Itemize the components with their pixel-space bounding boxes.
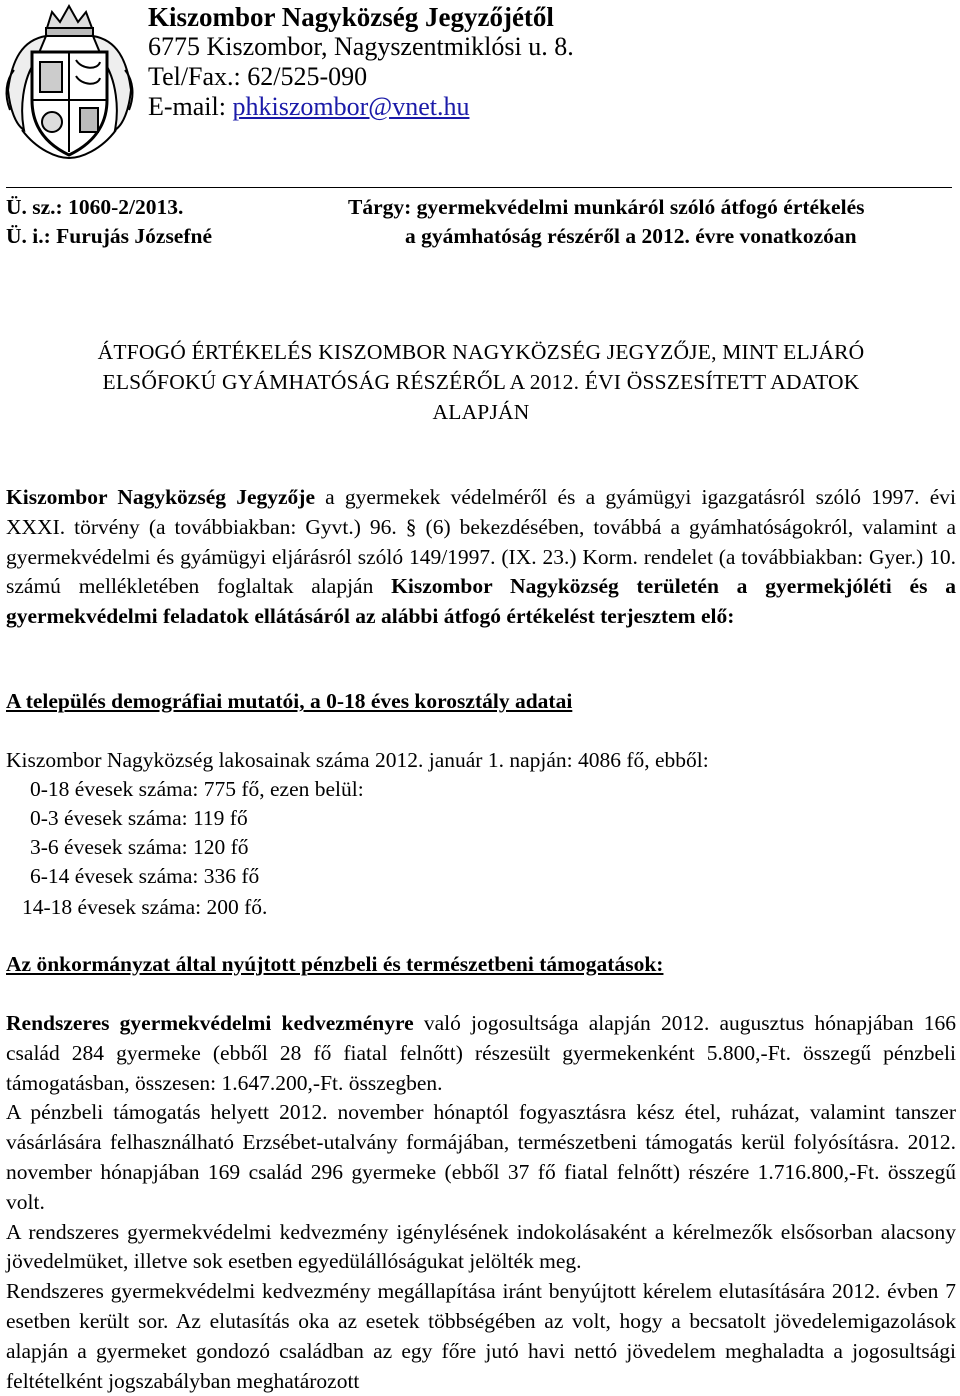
intro-bold-tail: Kiszombor Nagyközség területén a gyermekjóléti és a gyermekvédelmi feladatok ellátásáról az alábbi átfogó értékelést terjesztem elő: [6,574,957,629]
heading-line-1: ÁTFOGÓ ÉRTÉKELÉS KISZOMBOR NAGYKÖZSÉG JEGYZŐJE, MINT ELJÁRÓ [97,340,865,364]
age-group-0-3: 0-3 évesek száma: 119 fő [30,806,248,830]
heading-line-2: ELSŐFOKÚ GYÁMHATÓSÁG RÉSZÉRŐL A 2012. ÉVI ÖSSZESÍTETT ADATOK [102,370,860,394]
reference-handler: Ü. i.: Furujás Józsefné [6,224,213,248]
letterhead [148,2,574,122]
support-paragraph-2: A pénzbeli támogatás helyett 2012. november hónaptól fogyasztásra kész étel, ruházat, valamint tanszer vásárlására felhasználható Erzsébet-utalvány formájában, természetbeni támogatás kerül folyósításra. 2012. november hónapjában 169 család 296 gyermeke (ebből 37 fő fiatal felnőtt) részére 1.716.800,-Ft. összegű volt. [6,1100,956,1214]
office-telfax: Tel/Fax.: 62/525-090 [148,62,368,91]
support-body [6,1009,956,1396]
document-heading [6,337,956,427]
support-p1-text: való jogosultsága alapján 2012. augusztus hónapjában 166 család 284 gyermeke (ebből 28 fő fiatal felnőtt) részesült gyermekenként 5.800,-Ft. összegű pénzbeli támogatásban, összesen: 1.647.200,-Ft. összegben. [6,1011,956,1095]
coat-of-arms-icon [2,0,137,160]
population-line: Kiszombor Nagyközség lakosainak száma 2012. január 1. napján: 4086 fő, ebből: [6,748,709,772]
support-p1-bold: Rendszeres gyermekvédelmi kedvezményre [6,1011,414,1035]
age-group-6-14: 6-14 évesek száma: 336 fő [30,864,260,888]
age-group-3-6: 3-6 évesek száma: 120 fő [30,835,249,859]
office-email-line [148,92,574,122]
support-paragraph-3: A rendszeres gyermekvédelmi kedvezmény igénylésének indokolásaként a kérelmezők elsősorban alacsony jövedelmüket, illetve sok esetben egyedülállóságukat jelölték meg. [6,1219,956,1274]
heading-line-3: ALAPJÁN [432,400,530,424]
intro-paragraph [6,483,956,632]
intro-bold-lead: Kiszombor Nagyközség Jegyzője [6,485,315,509]
age-group-0-18: 0-18 évesek száma: 775 fő, ezen belül: [30,777,364,801]
header-divider [6,187,952,188]
support-paragraph-4: Rendszeres gyermekvédelmi kedvezmény megállapítása iránt benyújtott kérelem elutasítására 2012. évben 7 esetben került sor. Az elutasítás oka az esetek többségében az volt, hogy a becsatolt jövedelemigazolások alapján a gyermeket gondozó családban az egy főre jutó havi nettó jövedelem meghaladta a jogosultsági feltételként jogszabályban meghatározott [6,1279,956,1393]
support-paragraph-1 [6,1009,956,1098]
office-title: Kiszombor Nagyközség Jegyzőjétől [148,2,554,32]
office-address: 6775 Kiszombor, Nagyszentmiklósi u. 8. [148,32,574,61]
subject-block [348,193,864,251]
subject-line-2: a gyámhatóság részéről a 2012. évre vonatkozóan [405,224,857,248]
intro-text: a gyermekek védelméről és a gyámügyi igazgatásról szóló 1997. évi XXXI. törvény (a továbbiakban: Gyvt.) 96. § (6) bekezdésében, továbbá a gyámhatóságokról, valamint a gyermekvédelmi és gyámügyi eljárásról szóló 149/1997. (IX. 23.) Korm. rendelet (a továbbiakban: Gyer.) 10. számú mellékletében foglaltak alapján [6,485,956,599]
email-label: E-mail: [148,92,233,121]
reference-number: Ü. sz.: 1060-2/2013. [6,195,184,219]
email-link[interactable]: phkiszombor@vnet.hu [232,92,470,121]
demography-heading: A település demográfiai mutatói, a 0-18 éves korosztály adatai [6,689,573,713]
support-heading: Az önkormányzat által nyújtott pénzbeli és természetbeni támogatások: [6,952,664,976]
reference-block [6,193,212,251]
subject-line-1: Tárgy: gyermekvédelmi munkáról szóló átfogó értékelés [348,195,865,219]
age-group-14-18: 14-18 évesek száma: 200 fő. [22,895,268,919]
